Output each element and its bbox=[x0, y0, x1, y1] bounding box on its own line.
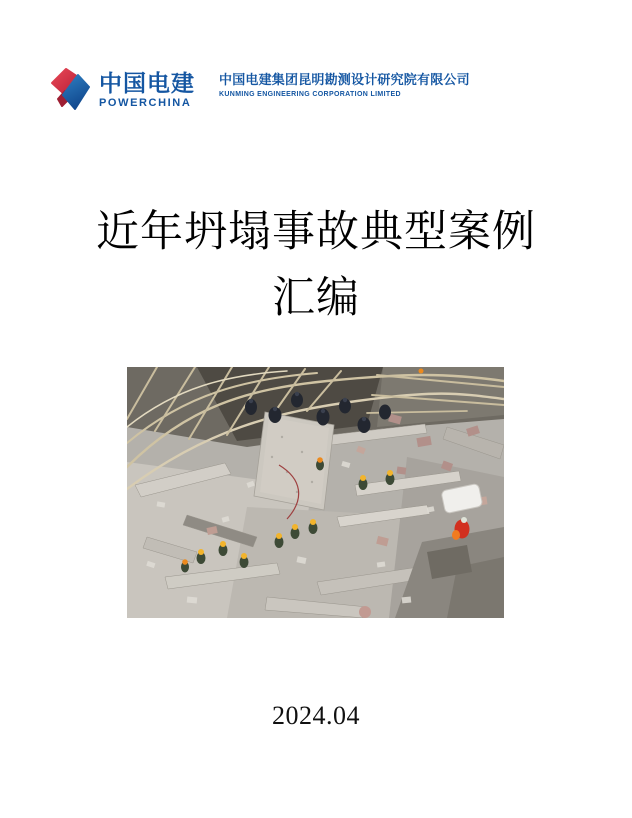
powerchina-logo-icon bbox=[50, 67, 90, 111]
logo-english-name: POWERCHINA bbox=[99, 97, 192, 110]
publication-date: 2024.04 bbox=[272, 701, 360, 730]
company-name-zh: 中国电建集团昆明勘测设计研究院有限公司 bbox=[219, 72, 470, 87]
title-line-1: 近年坍塌事故典型案例 bbox=[96, 208, 536, 256]
collapse-rubble-photo-illustration bbox=[127, 367, 504, 618]
logo-chinese-name: 中国电建 bbox=[99, 70, 195, 96]
document-title bbox=[0, 199, 632, 331]
company-name-en: KUNMING ENGINEERING CORPORATION LIMITED bbox=[219, 90, 401, 98]
cover-photo bbox=[127, 367, 504, 618]
logo-wordmark bbox=[99, 71, 195, 109]
company-name-block bbox=[219, 72, 470, 98]
title-line-2: 汇编 bbox=[272, 274, 360, 322]
